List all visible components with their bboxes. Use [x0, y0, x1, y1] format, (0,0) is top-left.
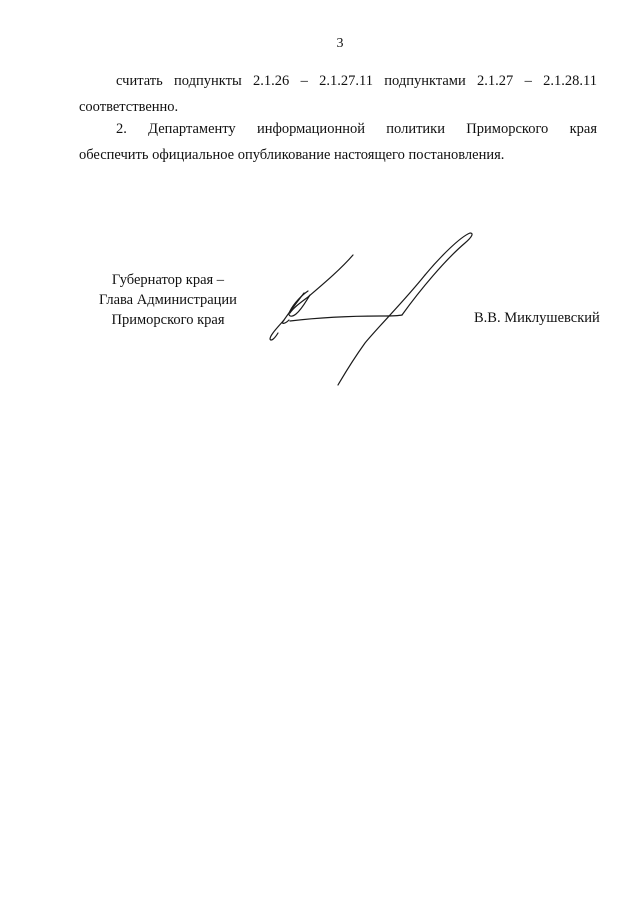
paragraph-2 [79, 116, 597, 168]
paragraph-2-line-2: обеспечить официальное опубликование настоящего постановления. [79, 147, 505, 163]
signature-stroke-1 [290, 255, 353, 313]
signatory-title-line-3: Приморского края [111, 312, 225, 328]
paragraph-1 [79, 68, 597, 120]
page-number: 3 [336, 36, 344, 51]
paragraph-1-line-2: соответственно. [79, 99, 179, 115]
signature-stroke-4 [270, 320, 284, 340]
signatory-title-line-1: Губернатор края – [111, 272, 225, 288]
signatory-title-line-2: Глава Администрации [99, 292, 237, 308]
paragraph-1-line-1: считать подпункты 2.1.26 – 2.1.27.11 подпунктами 2.1.27 – 2.1.28.11 [116, 73, 597, 89]
signature-stroke-7 [338, 275, 425, 385]
handwritten-signature [260, 225, 485, 390]
signer-name: В.В. Миклушевский [474, 310, 600, 326]
signature-stroke-6 [402, 233, 472, 315]
paragraph-2-line-1: 2. Департаменту информационной политики Приморского края [116, 121, 597, 137]
signatory-title [78, 270, 258, 330]
